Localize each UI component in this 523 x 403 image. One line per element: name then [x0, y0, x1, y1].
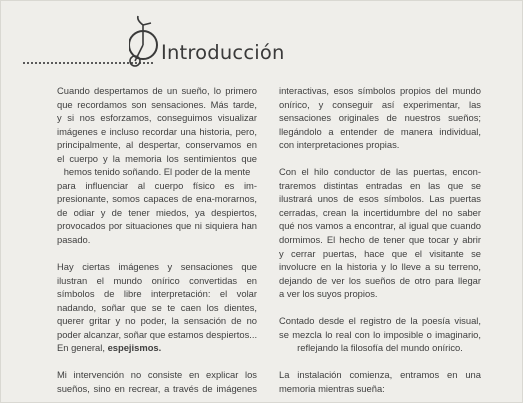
text-line: dormimos. El hecho de tener que tocar y abrir [279, 234, 481, 246]
text-line: y si nos esforzamos, conseguimos visualizar [57, 112, 257, 124]
text-line: Contado desde el registro de la poesía visual, [279, 315, 481, 327]
text-line: hemos tenido soñando. El poder de la mente [63, 166, 251, 178]
paragraph [57, 260, 257, 355]
text-line: se mezcla lo real con lo imposible o imaginario, [279, 328, 481, 340]
text-line: para influenciar al cuerpo físico es im- [57, 179, 257, 191]
page-title: Introducción [161, 41, 285, 64]
text-line: En general, espejismos. [57, 342, 162, 354]
right-text-column [279, 84, 481, 403]
text-line: Mi intervención no consiste en explicar los [57, 369, 257, 381]
text-line: cerradas, crean la incertidumbre del no saber [279, 206, 481, 218]
penny-farthing-bicycle-icon [129, 15, 165, 69]
emphasized-word: espejismos. [107, 342, 162, 354]
text-line: a ver los suyos propios. [279, 288, 378, 300]
text-line: provocados por situaciones que ni siquiera han [57, 220, 257, 232]
text-line: imágenes e incluso recordar una historia, pero, [57, 125, 257, 137]
text-line: poder alcanzar, soñar que estamos despiertos... [57, 328, 258, 340]
left-text-column [57, 84, 257, 403]
text-line: y cerrar puertas, hace que el visitante se [279, 247, 481, 259]
text-line: traremos distintas entradas en las que se [279, 179, 481, 191]
text-line: Con el hilo conductor de las puertas, encon- [279, 166, 481, 178]
text-line: interactivas, esos símbolos propios del mundo [279, 85, 481, 96]
text-line: qué nos vamos a encontrar, al igual que cuando [279, 220, 481, 232]
text-line: La instalación comienza, entramos en una [279, 369, 481, 381]
text-line: querer gritar y no poder, la sensación de no [57, 315, 257, 327]
text-line: involucre en la historia y lo lleve a su terreno, [279, 261, 481, 273]
text-line: sensaciones originales de nuestros sueños; [279, 112, 481, 124]
paragraph [57, 368, 257, 395]
text-line: con interpretaciones propias. [279, 139, 400, 151]
text-line: el cuerpo y la memoria los sentimientos que [57, 152, 257, 164]
text-line: principalmente, al despertar, conservamos en [57, 139, 257, 151]
paragraph [57, 84, 257, 247]
text-line: llegándolo a entender de manera individual, [279, 125, 481, 137]
text-line: pasado. [57, 234, 91, 246]
text-line: onírico, y conseguir así experimentar, las [279, 98, 481, 110]
paragraph [279, 368, 481, 395]
text-line: presionante, somos capaces de ena-morarnos, [57, 193, 257, 205]
text-line: que recordamos son sensaciones. Más tarde, [57, 98, 257, 110]
paragraph [279, 165, 481, 300]
text-line: de odiar y de tener miedos, ya despiertos, [57, 206, 257, 218]
paragraph [279, 84, 481, 152]
text-line: dejando de ver los sueños de otro para llegar [279, 274, 481, 286]
text-line: ilustrará unos de esos símbolos. Las puertas [279, 193, 481, 205]
text-line: nadando, soñar que se te caen los dientes, [57, 301, 257, 313]
text-line: sueños, sino en recrear, a través de imágenes [57, 383, 257, 395]
text-line: memoria mientras sueña: [279, 383, 385, 395]
text-line: reflejando la filosofía del mundo onírico. [297, 342, 463, 354]
text-line: Hay ciertas imágenes y sensaciones que [57, 261, 257, 273]
text-line: Cuando despertamos de un sueño, lo primero [57, 85, 257, 96]
text-line: ilustran el mundo onírico convertidas en [57, 274, 257, 286]
paragraph [279, 314, 481, 355]
text-line: símbolos de libre interpretación: el volar [57, 288, 257, 300]
